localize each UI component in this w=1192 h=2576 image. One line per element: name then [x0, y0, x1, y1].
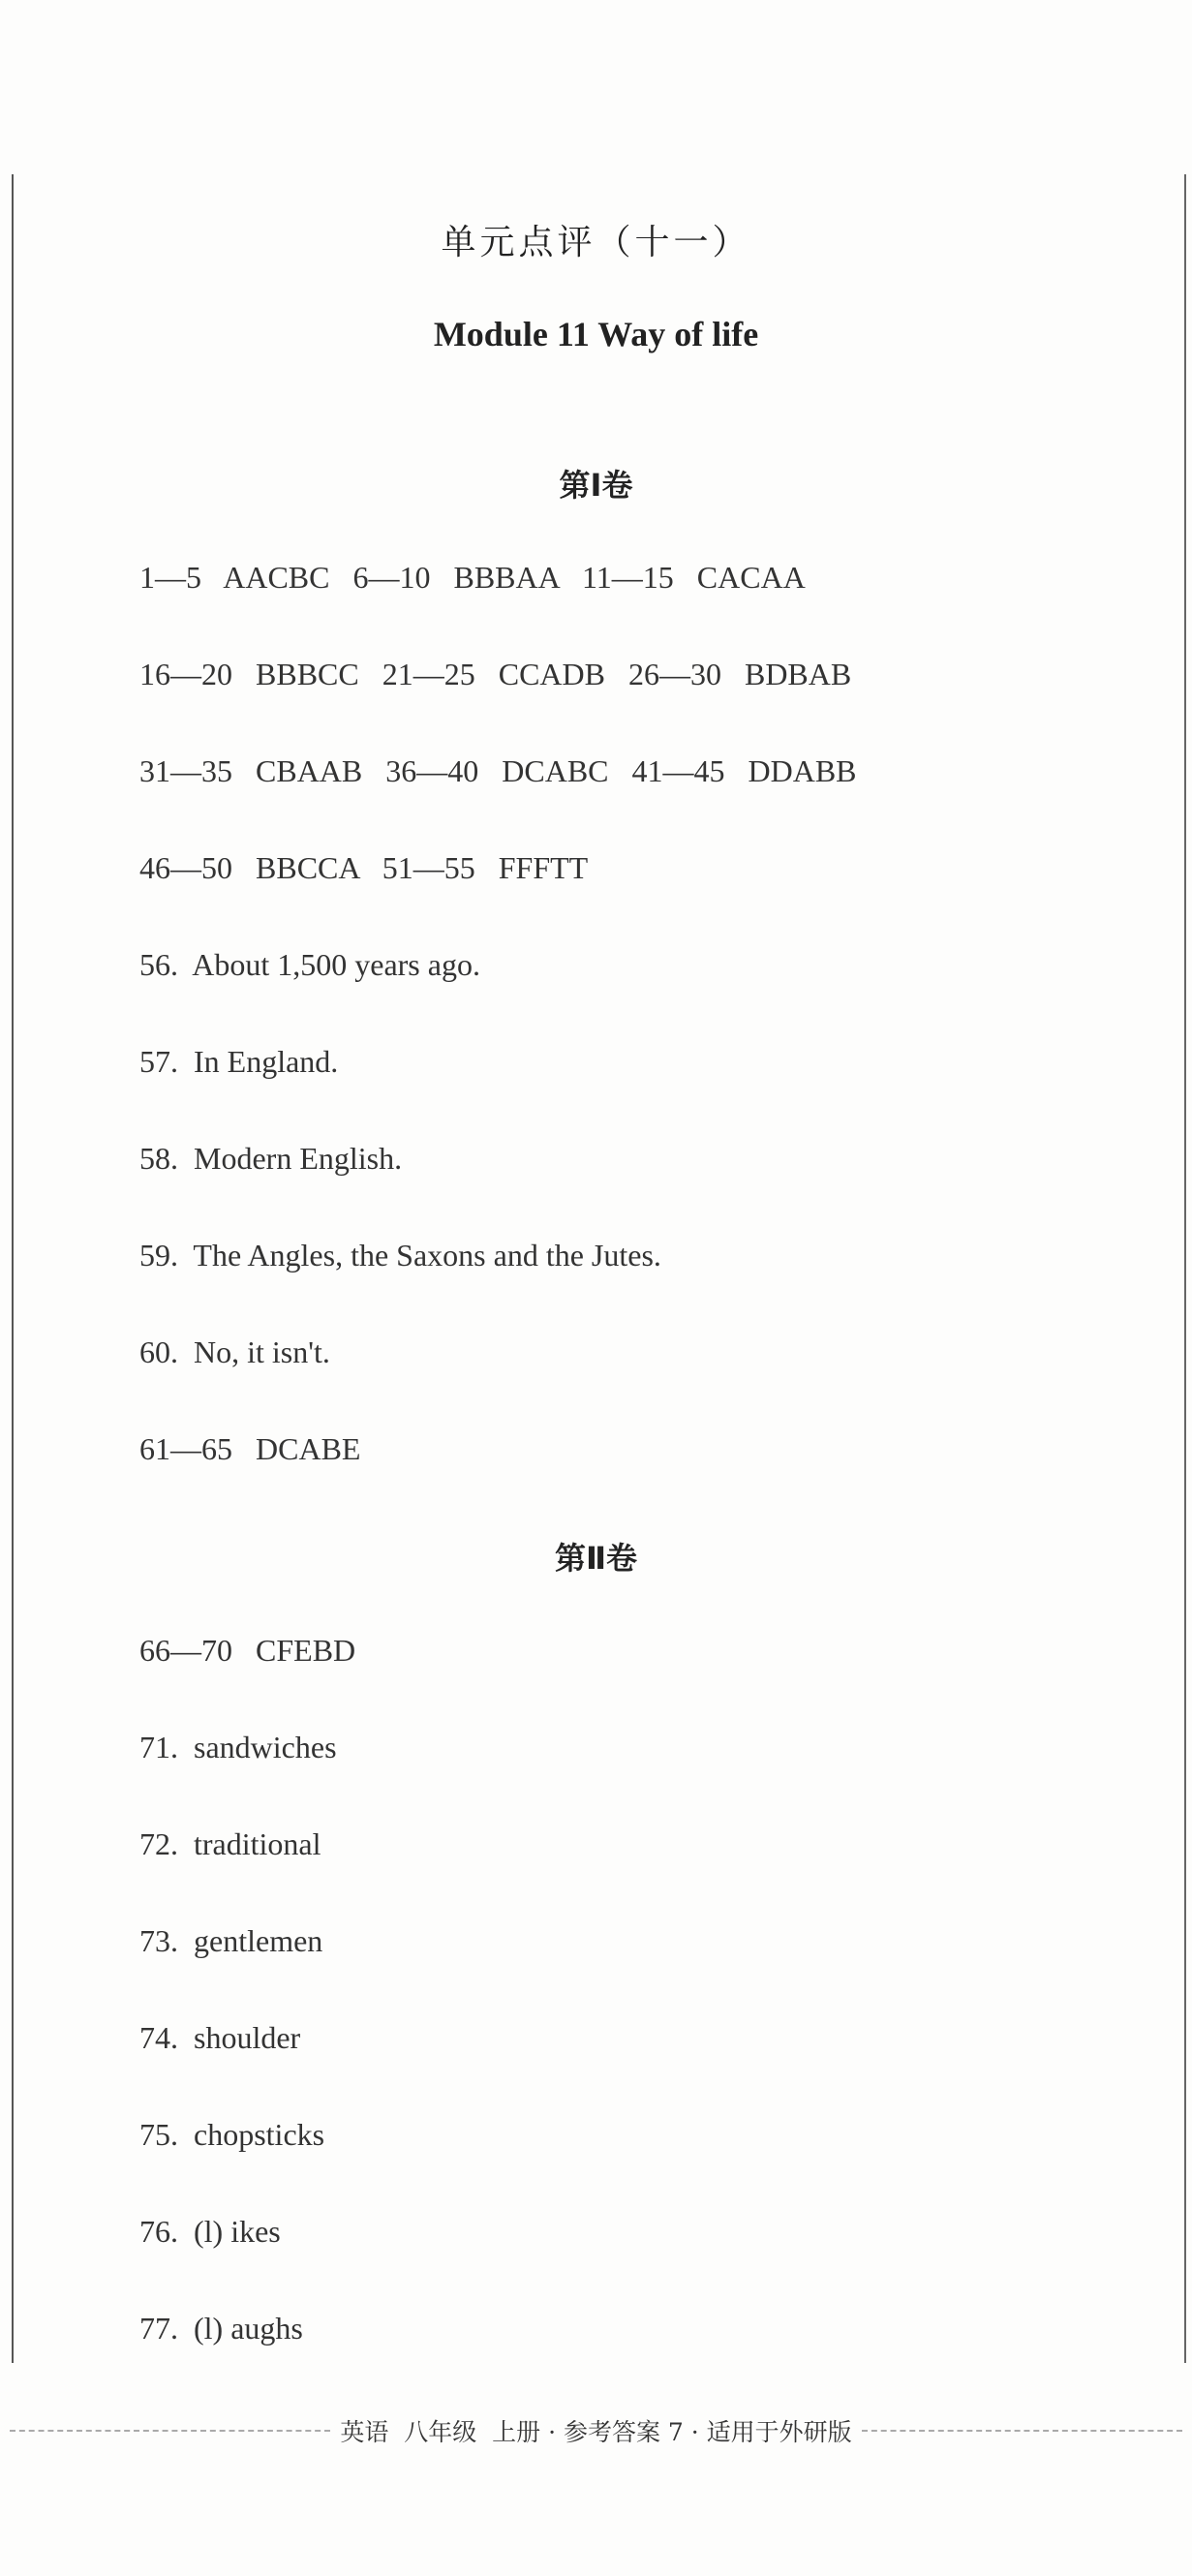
part2-heading: 第Ⅱ卷 [554, 1540, 638, 1577]
answer-row: 75. chopsticks [139, 2117, 325, 2152]
footer-dashed-line-left [10, 2430, 330, 2432]
footer-text: 英语 八年级 上册 · 参考答案 7 · 适用于外研版 [340, 2418, 852, 2446]
answer-row: 46—50 BBCCA 51—55 FFFTT [139, 850, 589, 885]
answer-row: 66—70 CFEBD [139, 1633, 356, 1668]
answer-row: 77. (l) aughs [139, 2311, 303, 2346]
answer-row: 73. gentlemen [139, 1923, 323, 1958]
answer-row: 58. Modern English. [139, 1141, 403, 1176]
answer-row: 72. traditional [139, 1826, 321, 1861]
unit-title: 单元点评（十一） [441, 223, 751, 262]
answer-row: 57. In England. [139, 1044, 339, 1079]
footer-dashed-line-right [862, 2430, 1182, 2432]
answer-row: 71. sandwiches [139, 1730, 337, 1764]
answer-row: 76. (l) ikes [139, 2214, 281, 2249]
answer-row: 31—35 CBAAB 36—40 DCABC 41—45 DDABB [139, 753, 857, 788]
answer-row: 1—5 AACBC 6—10 BBBAA 11—15 CACAA [139, 560, 806, 595]
answer-row: 56. About 1,500 years ago. [139, 947, 480, 982]
answer-row: 74. shoulder [139, 2020, 301, 2055]
page-footer [0, 2411, 1192, 2450]
answer-row: 61—65 DCABE [139, 1431, 361, 1466]
part1-heading: 第Ⅰ卷 [559, 467, 633, 504]
answer-row: 59. The Angles, the Saxons and the Jutes. [139, 1238, 661, 1273]
answer-row: 16—20 BBBCC 21—25 CCADB 26—30 BDBAB [139, 657, 852, 691]
module-title: Module 11 Way of life [433, 315, 759, 353]
answer-row: 60. No, it isn't. [139, 1334, 330, 1369]
